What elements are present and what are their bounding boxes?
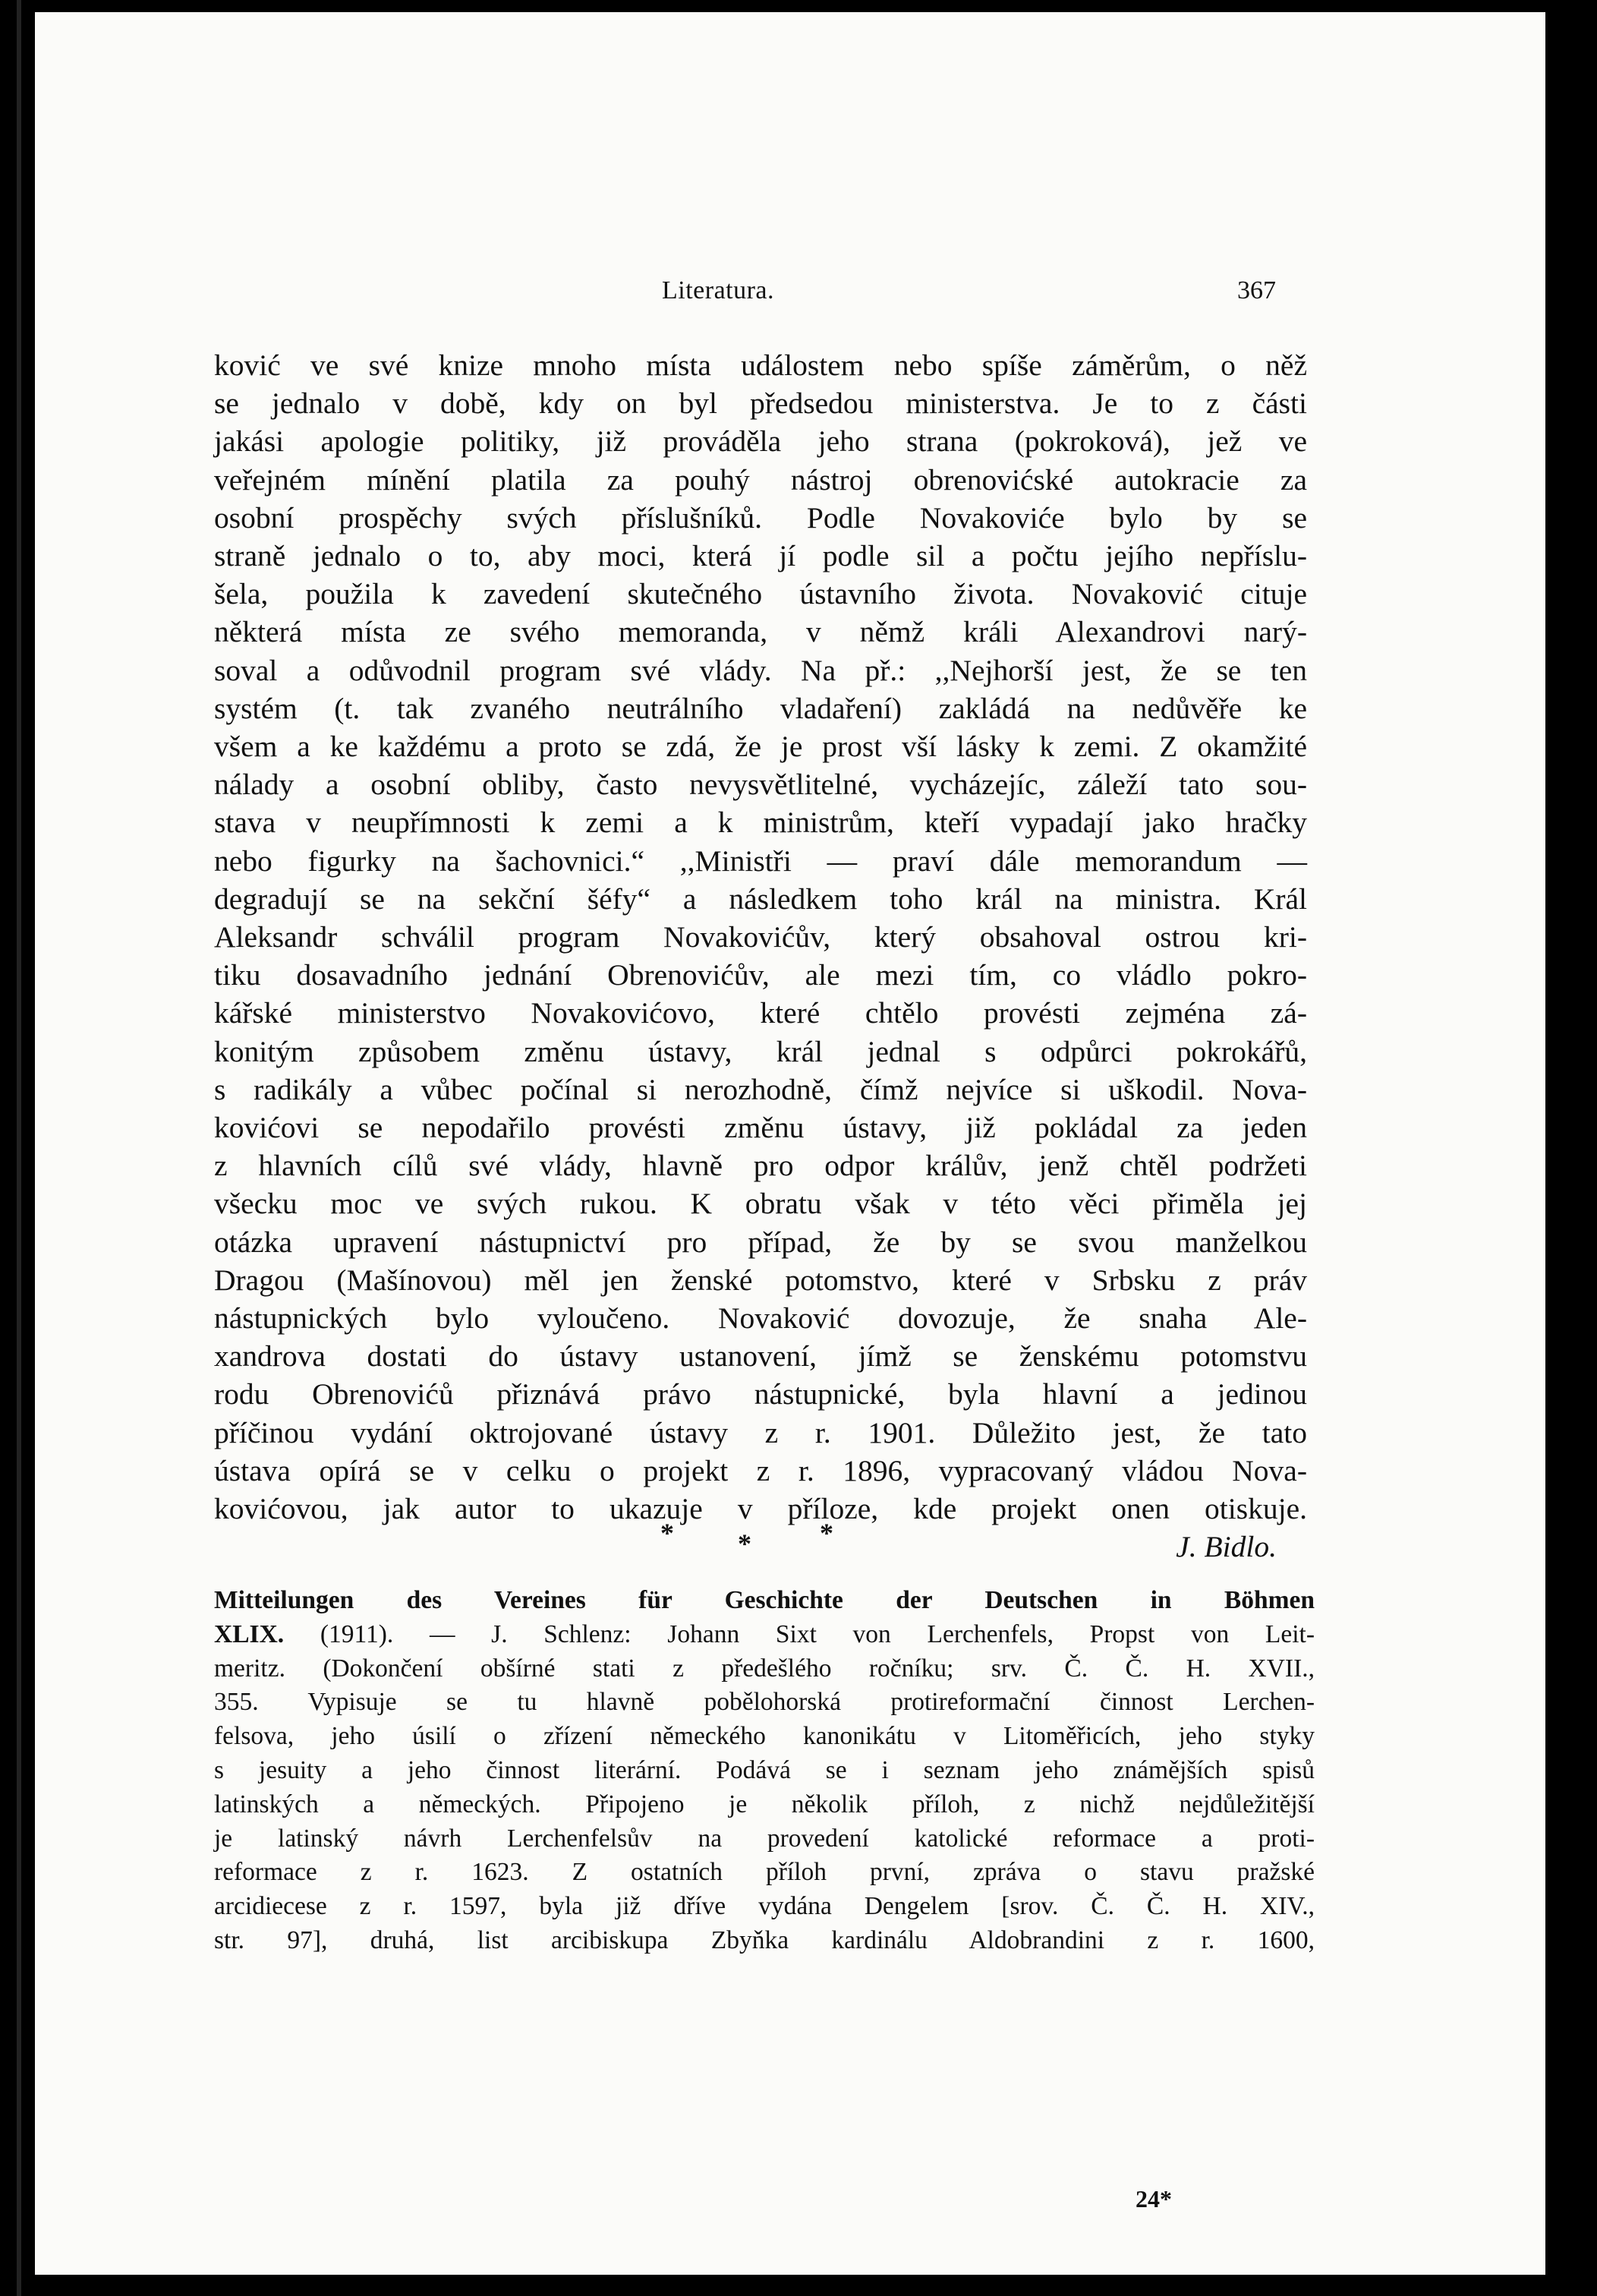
text-line: Dragou (Mašínovou) měl jen ženské potomstvo, které v Srbsku z práv bbox=[214, 1263, 1307, 1297]
text-line: Aleksandr schválil program Novakovićův, který obsahoval ostrou kri- bbox=[214, 920, 1307, 954]
page-number: 367 bbox=[1237, 276, 1276, 304]
text-line: s jesuity a jeho činnost literární. Podává se i seznam jeho známějších spisů bbox=[214, 1755, 1315, 1784]
section-separator bbox=[35, 1517, 1545, 1563]
text-line bbox=[214, 1618, 1315, 1652]
text-line: s radikály a vůbec počínal si nerozhodně, čímž nejvíce si uškodil. Nova- bbox=[214, 1072, 1307, 1106]
text-line: arcidiecese z r. 1597, byla již dříve vydána Dengelem [srov. Č. Č. H. XIV., bbox=[214, 1892, 1315, 1921]
volume-number: XLIX. bbox=[214, 1620, 285, 1648]
text-line: jakási apologie politiky, již prováděla jeho strana (pokroková), jež ve bbox=[214, 424, 1307, 459]
separator-star: * bbox=[738, 1528, 751, 1559]
text-fragment: (1911). — J. Schlenz: Johann Sixt von Lerchenfels, Propst von Leit- bbox=[284, 1620, 1315, 1648]
text-line: latinských a německých. Připojeno je několik příloh, z nichž nejdůležitější bbox=[214, 1790, 1315, 1818]
text-line: soval a odůvodnil program své vlády. Na př.: ,,Nejhorší jest, že se ten bbox=[214, 653, 1307, 687]
text-line: nástupnických bylo vyloučeno. Novaković dovozuje, že snaha Ale- bbox=[214, 1301, 1307, 1336]
text-line: straně jednalo o to, aby moci, která jí podle sil a počtu jejího nepříslu- bbox=[214, 539, 1307, 573]
text-line: osobní prospěchy svých příslušníků. Podle Novakoviće bylo by se bbox=[214, 500, 1307, 535]
signature-mark: 24* bbox=[1136, 2185, 1172, 2212]
text-line: kářské ministerstvo Novakovićovo, které chtělo provésti zejména zá- bbox=[214, 996, 1307, 1030]
text-line: veřejném mínění platila za pouhý nástroj obrenovićské autokracie za bbox=[214, 462, 1307, 497]
text-line: meritz. (Dokončení obšírné stati z předešlého ročníku; srv. Č. Č. H. XVII., bbox=[214, 1654, 1315, 1683]
text-line: xandrova dostati do ústavy ustanovení, jímž se ženskému potomstvu bbox=[214, 1339, 1307, 1374]
text-line: příčinou vydání oktrojované ústavy z r. 1901. Důležito jest, že tato bbox=[214, 1415, 1307, 1449]
text-line: je latinský návrh Lerchenfelsův na provedení katolické reformace a proti- bbox=[214, 1824, 1315, 1853]
text-line: nálady a osobní obliby, často nevysvětlitelné, vycházejíc, záleží tato sou- bbox=[214, 768, 1307, 802]
text-line: z hlavních cílů své vlády, hlavně pro odpor králův, jenž chtěl podržeti bbox=[214, 1149, 1307, 1183]
running-title: Literatura. bbox=[662, 276, 775, 304]
text-line: systém (t. tak zvaného neutrálního vladaření) zakládá na nedůvěře ke bbox=[214, 691, 1307, 725]
book-page bbox=[35, 12, 1545, 2275]
text-line: všem a ke každému a proto se zdá, že je prost vší lásky k zemi. Z okamžité bbox=[214, 730, 1307, 764]
running-header bbox=[35, 276, 1545, 314]
text-line: felsova, jeho úsilí o zřízení německého kanonikátu v Litoměřicích, jeho styky bbox=[214, 1722, 1315, 1751]
text-line: degradují se na sekční šéfy“ a následkem toho král na ministra. Král bbox=[214, 882, 1307, 916]
text-line: šela, použila k zavedení skutečného ústavního života. Novaković cituje bbox=[214, 577, 1307, 611]
text-line: konitým způsobem změnu ústavy, král jednal s odpůrci pokrokářů, bbox=[214, 1034, 1307, 1068]
scan-edge bbox=[17, 0, 21, 2296]
text-line: všecku moc ve svých rukou. K obratu však v této věci přiměla jej bbox=[214, 1187, 1307, 1221]
separator-star: * bbox=[820, 1518, 833, 1548]
text-line: stava v neupřímnosti k zemi a k ministrům, kteří vypadají jako hračky bbox=[214, 806, 1307, 840]
text-line: některá místa ze svého memoranda, v němž králi Alexandrovi narý- bbox=[214, 615, 1307, 649]
text-line: otázka upravení nástupnictví pro případ, že by se svou manželkou bbox=[214, 1225, 1307, 1259]
review-mitteilungen bbox=[214, 1584, 1315, 1958]
review-text-bidlo bbox=[214, 346, 1307, 1566]
text-line: se jednalo v době, kdy on byl předsedou ministerstva. Je to z části bbox=[214, 386, 1307, 421]
text-line: ústava opírá se v celku o projekt z r. 1896, vypracovaný vládou Nova- bbox=[214, 1453, 1307, 1487]
text-line: 355. Vypisuje se tu hlavně pobělohorská protireformační činnost Lerchen- bbox=[214, 1688, 1315, 1717]
text-line: nebo figurky na šachovnici.“ ,,Ministři — praví dále memorandum — bbox=[214, 844, 1307, 878]
text-line: kovićovou, jak autor to ukazuje v příloze, kde projekt onen otiskuje. bbox=[214, 1492, 1307, 1526]
author-signature: J. Bidlo. bbox=[1176, 1530, 1277, 1564]
text-line: rodu Obrenovićů přiznává právo nástupnické, byla hlavní a jedinou bbox=[214, 1377, 1307, 1411]
periodical-title: Mitteilungen des Vereines für Geschichte der Deutschen in Böhmen bbox=[214, 1586, 1315, 1614]
text-line: reformace z r. 1623. Z ostatních příloh první, zpráva o stavu pražské bbox=[214, 1858, 1315, 1887]
separator-star: * bbox=[660, 1518, 674, 1548]
text-line: ković ve své knize mnoho místa událostem nebo spíše záměrům, o něž bbox=[214, 348, 1307, 382]
text-line: str. 97], druhá, list arcibiskupa Zbyňka kardinálu Aldobrandini z r. 1600, bbox=[214, 1925, 1315, 1954]
text-line: tiku dosavadního jednání Obrenovićův, ale mezi tím, co vládlo pokro- bbox=[214, 958, 1307, 992]
text-line: kovićovi se nepodařilo provésti změnu ústavy, již pokládal za jeden bbox=[214, 1111, 1307, 1145]
